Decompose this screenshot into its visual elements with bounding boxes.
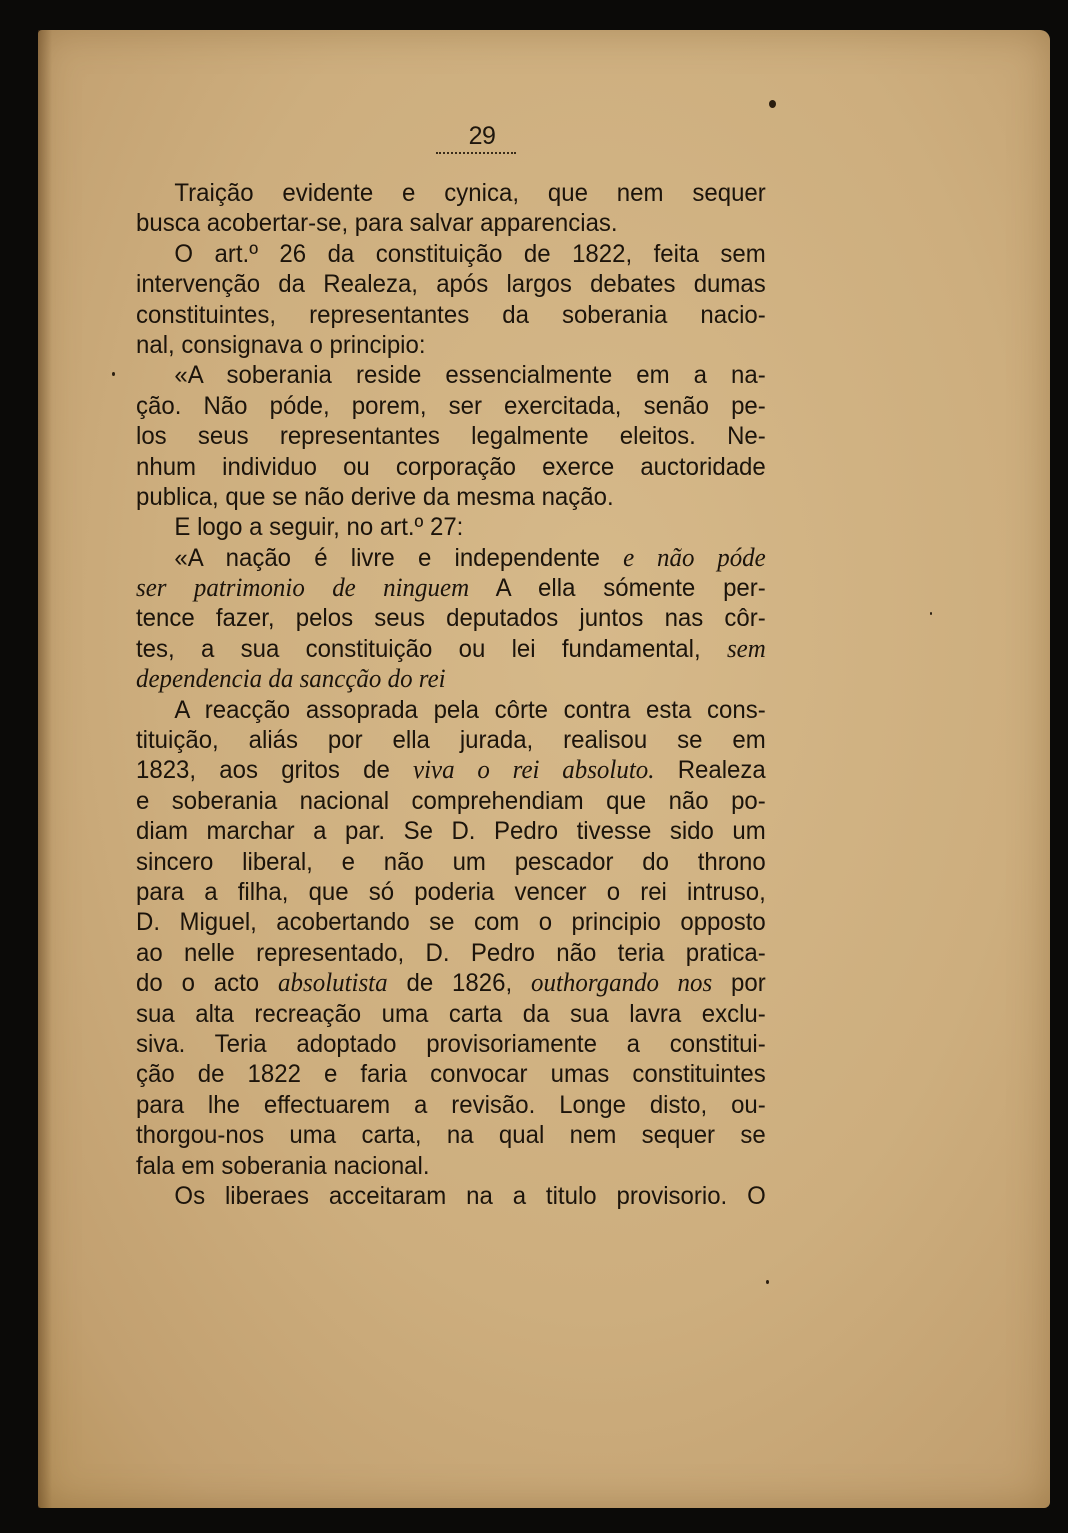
text-line bbox=[136, 482, 766, 512]
text-run: fala em soberania nacional. bbox=[136, 1151, 430, 1180]
text-line bbox=[136, 543, 766, 573]
text-line bbox=[136, 208, 766, 238]
italic-text: absolutista bbox=[278, 968, 388, 998]
text-line bbox=[136, 269, 766, 299]
text-run: A ella sómente per- bbox=[469, 574, 766, 603]
text-line bbox=[136, 725, 766, 755]
text-run: «A nação é livre e independente bbox=[174, 543, 624, 572]
text-run: E logo a seguir, no art.º 27: bbox=[174, 513, 464, 542]
body-text bbox=[136, 178, 792, 1211]
text-run: diam marchar a par. Se D. Pedro tivesse sido um bbox=[136, 817, 766, 846]
text-line bbox=[136, 1151, 766, 1181]
text-line bbox=[136, 816, 766, 846]
text-line bbox=[136, 512, 766, 542]
text-run: tes, a sua constituição ou lei fundamental, bbox=[136, 634, 727, 663]
text-run: por bbox=[712, 969, 766, 998]
text-run: publica, que se não derive da mesma nação. bbox=[136, 482, 614, 511]
text-run: ção de 1822 e faria convocar umas constituintes bbox=[136, 1060, 766, 1089]
text-run: intervenção da Realeza, após largos debates dumas bbox=[136, 270, 766, 299]
ink-speck bbox=[930, 612, 932, 615]
text-run: para lhe effectuarem a revisão. Longe disto, ou- bbox=[136, 1090, 766, 1119]
italic-text: outhorgando nos bbox=[530, 968, 713, 998]
text-line bbox=[136, 391, 766, 421]
page-number: 29 bbox=[468, 122, 496, 150]
text-run: do o acto bbox=[136, 969, 279, 998]
text-line bbox=[136, 178, 766, 208]
text-line bbox=[136, 1090, 766, 1120]
text-run: Traição evidente e cynica, que nem sequer bbox=[174, 179, 766, 207]
text-run: Os liberaes acceitaram na a titulo provisorio. O bbox=[174, 1181, 766, 1210]
text-run: «A soberania reside essencialmente em a na- bbox=[174, 361, 766, 390]
text-line bbox=[136, 330, 766, 360]
text-line bbox=[136, 847, 766, 877]
text-run: Realeza bbox=[654, 756, 766, 785]
text-line bbox=[136, 907, 766, 937]
italic-text: sem bbox=[726, 633, 766, 663]
ink-speck bbox=[766, 1280, 769, 1284]
text-line bbox=[136, 664, 766, 694]
text-line bbox=[136, 755, 766, 785]
text-run: los seus representantes legalmente eleitos. Ne- bbox=[136, 422, 766, 451]
text-line bbox=[136, 1059, 766, 1089]
text-run: O art.º 26 da constituição de 1822, feita sem bbox=[174, 239, 766, 268]
text-run: busca acobertar-se, para salvar apparencias. bbox=[136, 209, 618, 238]
text-run: para a filha, que só poderia vencer o rei intruso, bbox=[136, 877, 766, 906]
italic-text: ser patrimonio de ninguem bbox=[136, 573, 470, 603]
text-line bbox=[136, 452, 766, 482]
page-number-rule bbox=[436, 152, 516, 154]
text-line bbox=[136, 1120, 766, 1150]
text-line bbox=[136, 786, 766, 816]
text-run: A reacção assoprada pela côrte contra esta cons- bbox=[174, 695, 766, 724]
text-line bbox=[136, 695, 766, 725]
text-run: constituintes, representantes da soberania nacio- bbox=[136, 300, 766, 329]
text-run: 1823, aos gritos de bbox=[136, 756, 414, 785]
text-run: nhum individuo ou corporação exerce auctoridade bbox=[136, 452, 766, 481]
text-line bbox=[136, 877, 766, 907]
ink-speck bbox=[112, 372, 115, 376]
text-line bbox=[136, 1181, 766, 1211]
text-run: de 1826, bbox=[387, 969, 531, 998]
text-line bbox=[136, 968, 766, 998]
text-run: thorgou-nos uma carta, na qual nem sequer se bbox=[136, 1121, 766, 1150]
italic-text: e não póde bbox=[623, 542, 766, 572]
italic-text: viva o rei absoluto. bbox=[413, 755, 655, 785]
text-line bbox=[136, 239, 766, 269]
text-run: siva. Teria adoptado provisoriamente a constitui- bbox=[136, 1029, 766, 1058]
text-run: ção. Não póde, porem, ser exercitada, senão pe- bbox=[136, 391, 766, 420]
text-line bbox=[136, 360, 766, 390]
text-line bbox=[136, 573, 766, 603]
binding-shadow bbox=[38, 30, 52, 1508]
text-run: tence fazer, pelos seus deputados juntos nas côr- bbox=[136, 604, 766, 633]
text-line bbox=[136, 300, 766, 330]
text-line bbox=[136, 999, 766, 1029]
text-run: tituição, aliás por ella jurada, realisou se em bbox=[136, 726, 766, 755]
text-run: ao nelle representado, D. Pedro não teria pratica- bbox=[136, 938, 766, 967]
text-line bbox=[136, 421, 766, 451]
text-run: sincero liberal, e não um pescador do throno bbox=[136, 847, 766, 876]
text-run: sua alta recreação uma carta da sua lavra exclu- bbox=[136, 999, 766, 1028]
ink-speck bbox=[769, 100, 776, 108]
text-run: e soberania nacional comprehendiam que não po- bbox=[136, 786, 766, 815]
italic-text: dependencia da sancção do rei bbox=[136, 664, 446, 694]
text-run: nal, consignava o principio: bbox=[136, 330, 426, 359]
text-run: D. Miguel, acobertando se com o principio opposto bbox=[136, 908, 766, 937]
text-line bbox=[136, 1029, 766, 1059]
text-line bbox=[136, 938, 766, 968]
text-line bbox=[136, 634, 766, 664]
text-line bbox=[136, 603, 766, 633]
